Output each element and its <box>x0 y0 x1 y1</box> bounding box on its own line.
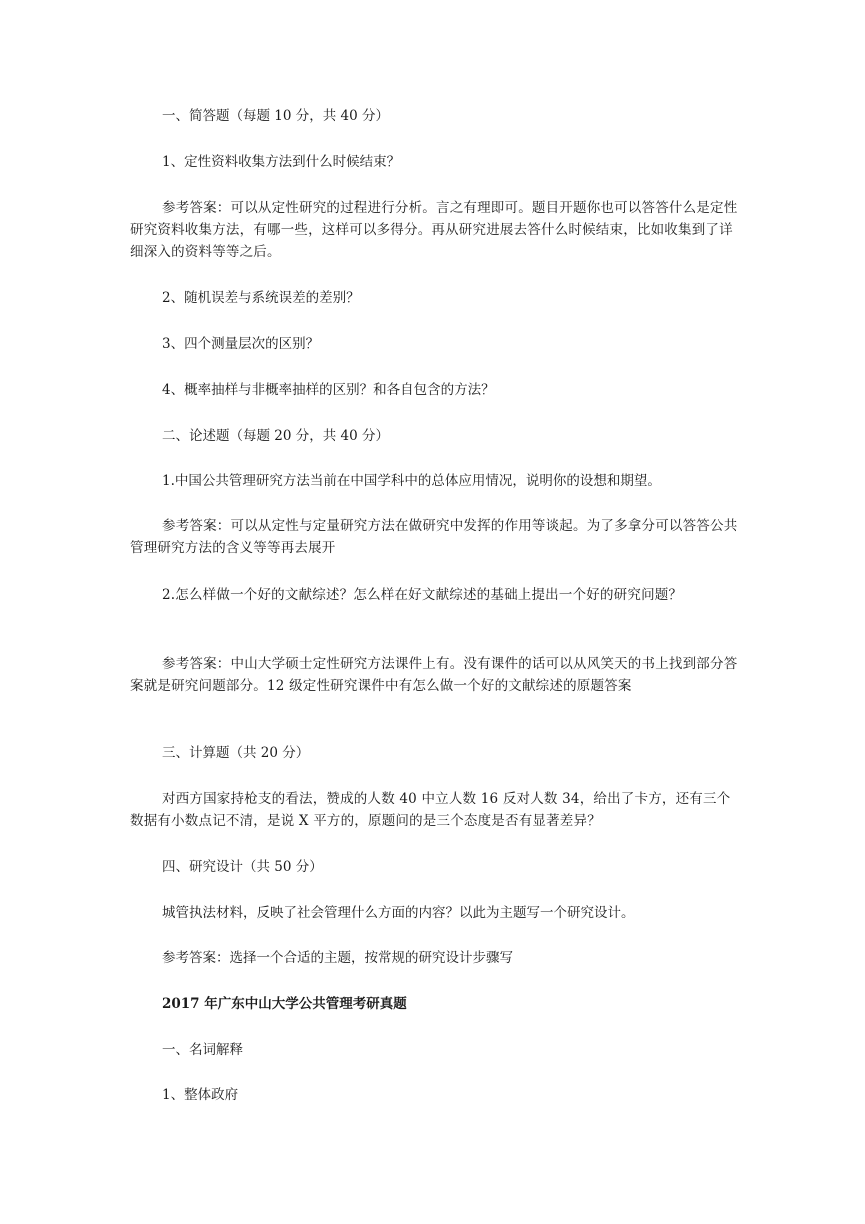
calculation-question-text: 对西方国家持枪支的看法，赞成的人数 40 中立人数 16 反对人数 34，给出了卡方，还有三个数据有小数点记不清，是说 X 平方的，原题问的是三个态度是否有显著差异？ <box>130 791 731 829</box>
answer-1-text: 参考答案：可以从定性研究的过程进行分析。言之有理即可。题目开题你也可以答答什么是定性研究资料收集方法，有哪一些，这样可以多得分。再从研究进展去答什么时候结束，比如收集到了详细深入的资料等等之后。 <box>130 200 738 260</box>
section-heading-terms: 一、名词解释 <box>162 1042 243 1058</box>
answer-1 <box>130 197 742 263</box>
question-3: 3、四个测量层次的区别？ <box>162 336 320 352</box>
question-4: 4、概率抽样与非概率抽样的区别？和各自包含的方法？ <box>162 382 495 398</box>
design-question: 城管执法材料，反映了社会管理什么方面的内容？以此为主题写一个研究设计。 <box>162 905 635 921</box>
section-heading-essay: 二、论述题（每题 20 分，共 40 分） <box>162 428 390 444</box>
essay-answer-1 <box>130 515 742 559</box>
term-1: 1、整体政府 <box>162 1087 239 1103</box>
section-heading-research-design: 四、研究设计（共 50 分） <box>162 859 323 875</box>
essay-question-2 <box>130 584 742 606</box>
essay-answer-1-text: 参考答案：可以从定性与定量研究方法在做研究中发挥的作用等谈起。为了多拿分可以答答公共管理研究方法的含义等等再去展开 <box>130 518 738 556</box>
essay-question-2-text: 2.怎么样做一个好的文献综述？怎么样在好文献综述的基础上提出一个好的研究问题？ <box>162 587 683 603</box>
section-heading-calculation: 三、计算题（共 20 分） <box>162 745 310 761</box>
design-answer: 参考答案：选择一个合适的主题，按常规的研究设计步骤写 <box>162 950 513 966</box>
essay-answer-2-text: 参考答案：中山大学硕士定性研究方法课件上有。没有课件的话可以从风笑天的书上找到部分答案就是研究问题部分。12 级定性研究课件中有怎么做一个好的文献综述的原题答案 <box>130 656 738 694</box>
essay-answer-2 <box>130 653 742 697</box>
section-heading-short-answer: 一、简答题（每题 10 分，共 40 分） <box>162 108 390 124</box>
calculation-question <box>130 788 742 832</box>
essay-question-1: 1.中国公共管理研究方法当前在中国学科中的总体应用情况，说明你的设想和期望。 <box>162 473 661 489</box>
exam-title-2017: 2017 年广东中山大学公共管理考研真题 <box>162 996 407 1012</box>
question-2: 2、随机误差与系统误差的差别？ <box>162 290 360 306</box>
question-1: 1、定性资料收集方法到什么时候结束？ <box>162 154 401 170</box>
